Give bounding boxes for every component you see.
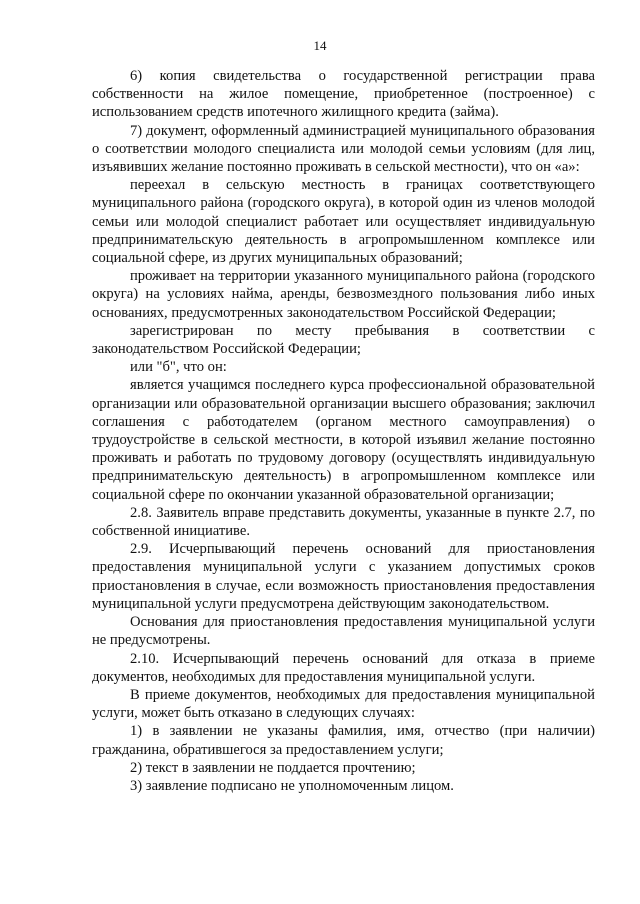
paragraph-2-9: 2.9. Исчерпывающий перечень оснований для приостановления предоставления муниципальной услуги с указанием допустимых сроков приостановления в случае, если возможность приостановления предоставления муниципальной услуги предусмотрена действующим законодательством. [92, 541, 595, 612]
document-body [92, 67, 595, 795]
paragraph-condition-relocated: переехал в сельскую местность в границах соответствующего муниципального района (городского округа), в которой один из членов молодой семьи или молодой специалист работает или осуществляет индивидуальную предпринимательскую деятельность в агропромышленном комплексе или социальной сфере, из других муниципальных образований; [92, 177, 595, 267]
paragraph-option-b: или "б", что он: [130, 359, 227, 376]
paragraph-condition-resides: проживает на территории указанного муниципального района (городского округа) на условиях найма, аренды, безвозмездного пользования либо иных основаниях, предусмотренных законодательством Российской Федерации; [92, 268, 595, 321]
paragraph-refusal-3: 3) заявление подписано не уполномоченным лицом. [130, 777, 454, 794]
paragraph-condition-registered: зарегистрирован по месту пребывания в соответствии с законодательством Российской Федерации; [92, 322, 595, 358]
paragraph-2-8: 2.8. Заявитель вправе представить документы, указанные в пункте 2.7, по собственной инициативе. [92, 504, 595, 540]
paragraph-item-7: 7) документ, оформленный администрацией муниципального образования о соответствии молодого специалиста или молодой семьи условиям (для лиц, изъявивших желание постоянно проживать в сельской местности), что он «а»: [92, 122, 595, 176]
paragraph-suspension-grounds: Основания для приостановления предоставления муниципальной услуги не предусмотрены. [92, 614, 595, 649]
paragraph-2-10: 2.10. Исчерпывающий перечень оснований для отказа в приеме документов, необходимых для предоставления муниципальной услуги. [92, 650, 595, 685]
paragraph-refusal-cases: В приеме документов, необходимых для предоставления муниципальной услуги, может быть отказано в следующих случаях: [92, 686, 595, 722]
paragraph-refusal-1: 1) в заявлении не указаны фамилия, имя, отчество (при наличии) гражданина, обратившегося за предоставлением услуги; [92, 723, 595, 758]
paragraph-condition-student: является учащимся последнего курса профессиональной образовательной организации или образовательной организации высшего образования; заключил соглашения с работодателем (органом местного самоуправления) о трудоустройстве в сельской местности, в которой изъявил желание постоянно проживать и работать по трудовому договору (осуществлять индивидуальную предпринимательскую деятельность) в агропромышленном комплексе или социальной сфере по окончании указанной образовательной организации; [92, 377, 595, 503]
paragraph-item-6: 6) копия свидетельства о государственной регистрации права собственности на жилое помещение, приобретенное (построенное) с использованием средств ипотечного жилищного кредита (займа). [92, 68, 595, 121]
page-number: 14 [313, 38, 327, 53]
paragraph-refusal-2: 2) текст в заявлении не поддается прочтению; [130, 759, 416, 776]
